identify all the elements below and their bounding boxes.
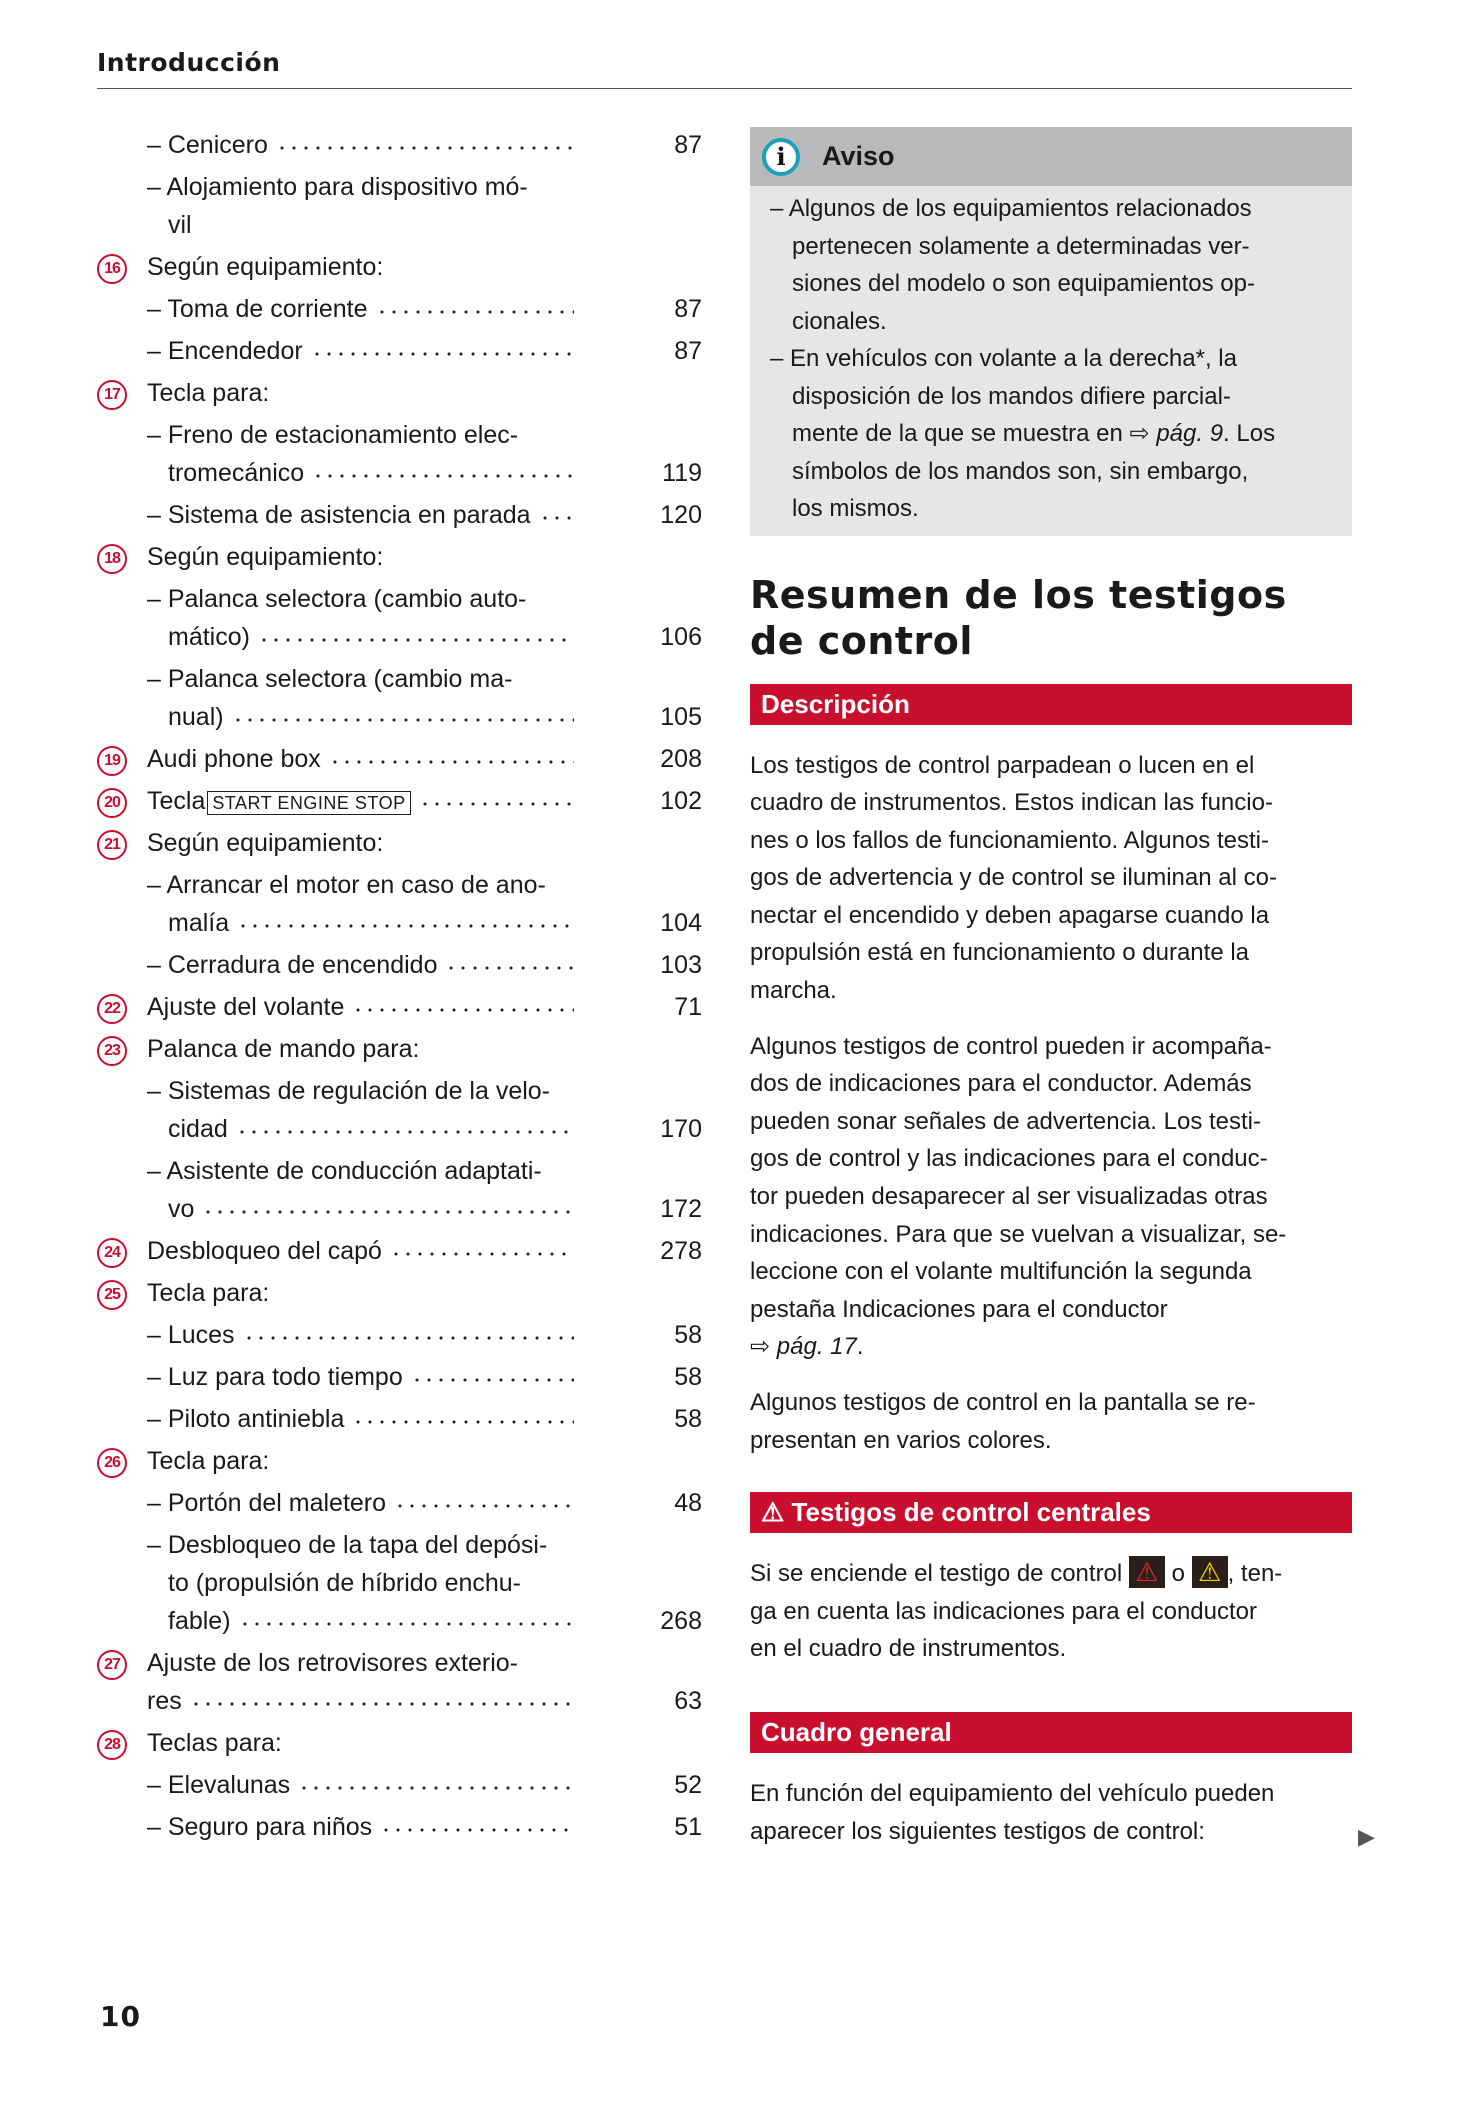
index-entry — [97, 1644, 702, 1720]
descripcion-text — [750, 747, 1352, 1460]
index-label: – Cerradura de encendido — [147, 951, 438, 979]
centrales-heading — [750, 1492, 1352, 1533]
text-line — [750, 1065, 1352, 1103]
index-line — [97, 1316, 702, 1354]
index-label: Teclas para: — [147, 1729, 282, 1757]
index-line — [97, 332, 702, 370]
page-reference: 172 — [660, 1195, 702, 1223]
index-label: – Luces — [147, 1321, 235, 1349]
controls-index-list — [97, 122, 702, 1846]
page-reference: 63 — [674, 1687, 702, 1715]
text: tor pueden desaparecer al ser visualizadas otras — [750, 1183, 1268, 1211]
index-label: mático) — [168, 623, 250, 651]
dot-leader — [311, 333, 574, 359]
text: marcha. — [750, 977, 837, 1005]
index-entry — [97, 824, 702, 862]
index-label: – Encendedor — [147, 337, 303, 365]
callout-number-16: 16 — [97, 254, 127, 284]
index-entry — [97, 496, 702, 534]
index-label: – Portón del maletero — [147, 1489, 387, 1517]
index-entry — [97, 1766, 702, 1804]
text-line — [750, 1422, 1352, 1460]
index-line — [97, 1644, 702, 1682]
text: . Los — [1223, 420, 1276, 447]
index-entry — [97, 126, 702, 164]
dot-leader — [380, 1809, 574, 1835]
index-entry — [97, 1072, 702, 1148]
text: propulsión está en funcionamiento o durante la — [750, 939, 1250, 967]
text: los mismos. — [792, 495, 919, 522]
text: dos de indicaciones para el conductor. Además — [750, 1070, 1252, 1098]
index-line — [97, 1808, 702, 1846]
index-label: – Seguro para niños — [147, 1813, 373, 1841]
index-label: – Arrancar el motor en caso de ano- — [147, 871, 546, 899]
index-line — [97, 454, 702, 492]
index-label: malía — [168, 909, 230, 937]
page-reference: 102 — [660, 787, 702, 815]
page-reference: 105 — [660, 703, 702, 731]
callout-number-22: 22 — [97, 994, 127, 1024]
index-label: Tecla para: — [147, 379, 270, 407]
dot-leader — [276, 127, 574, 153]
text: siones del modelo o son equipamientos op- — [792, 270, 1255, 297]
index-entry — [97, 1526, 702, 1640]
index-line — [97, 1602, 702, 1640]
text: o — [1164, 1560, 1192, 1588]
index-label: Ajuste de los retrovisores exterio- — [147, 1649, 518, 1677]
text: disposición de los mandos difiere parcial- — [792, 382, 1231, 410]
text-line — [750, 1103, 1352, 1141]
index-label: – Elevalunas — [147, 1771, 291, 1799]
index-entry — [97, 1274, 702, 1312]
text-line — [750, 1555, 1352, 1593]
index-entry — [97, 1484, 702, 1522]
text: nectar el encendido y deben apagarse cuando la — [750, 901, 1270, 929]
index-label: tromecánico — [168, 459, 305, 487]
dot-leader — [376, 291, 575, 317]
index-line — [97, 1724, 702, 1762]
index-label: – Asistente de conducción adaptati- — [147, 1157, 542, 1185]
index-line — [97, 126, 702, 164]
aviso-bullet — [770, 340, 1332, 528]
cuadro-text — [750, 1775, 1352, 1850]
page-reference: 103 — [660, 951, 702, 979]
index-entry — [97, 1030, 702, 1068]
text-line — [750, 934, 1352, 972]
dot-leader — [352, 989, 574, 1015]
index-line — [97, 290, 702, 328]
index-label: Según equipamiento: — [147, 543, 384, 571]
descripcion-heading: Descripción — [750, 684, 1352, 725]
right-column — [750, 127, 1352, 1850]
text: ga en cuenta las indicaciones para el conductor — [750, 1597, 1257, 1625]
header-rule — [97, 88, 1352, 89]
dot-leader — [239, 1603, 574, 1629]
dot-leader — [419, 783, 574, 809]
warning-red-icon: ⚠ — [1129, 1556, 1165, 1588]
aviso-header — [750, 127, 1352, 186]
index-line — [97, 1190, 702, 1228]
text: pestaña Indicaciones para el conductor — [750, 1295, 1168, 1323]
dot-leader — [352, 1401, 574, 1427]
text: ⇨ — [750, 1333, 777, 1361]
callout-number-25: 25 — [97, 1280, 127, 1310]
text-line — [770, 265, 1332, 303]
aviso-box — [750, 127, 1352, 536]
index-entry — [97, 538, 702, 576]
index-line — [97, 946, 702, 984]
centrales-heading-label: Testigos de control centrales — [791, 1497, 1151, 1528]
index-line — [97, 1682, 702, 1720]
index-entry — [97, 1808, 702, 1846]
index-line — [97, 904, 702, 942]
callout-number-28: 28 — [97, 1730, 127, 1760]
index-label: Audi phone box — [147, 745, 321, 773]
dot-leader — [390, 1233, 574, 1259]
index-line — [97, 866, 702, 904]
page-reference: 58 — [674, 1363, 702, 1391]
page-reference: 106 — [660, 623, 702, 651]
index-label: – Sistemas de regulación de la velo- — [147, 1077, 551, 1105]
text: Los testigos de control parpadean o lucen en el — [750, 751, 1255, 779]
text: gos de advertencia y de control se iluminan al co- — [750, 864, 1277, 892]
text-line — [750, 1775, 1352, 1813]
index-label: – Palanca selectora (cambio ma- — [147, 665, 513, 693]
page-reference: 104 — [660, 909, 702, 937]
text-line — [750, 1630, 1352, 1668]
index-line — [97, 660, 702, 698]
index-line — [97, 168, 702, 206]
index-line — [97, 248, 702, 286]
text: – Algunos de los equipamientos relacionados — [770, 195, 1252, 222]
text-line — [750, 1140, 1352, 1178]
aviso-body — [750, 186, 1352, 528]
index-label: – Alojamiento para dispositivo mó- — [147, 173, 528, 201]
text-line — [770, 490, 1332, 528]
text-line — [750, 859, 1352, 897]
text-line — [750, 1028, 1352, 1066]
index-label: – Freno de estacionamiento elec- — [147, 421, 519, 449]
index-line — [97, 1442, 702, 1480]
index-line — [97, 1484, 702, 1522]
index-entry — [97, 1442, 702, 1480]
dot-leader — [202, 1191, 574, 1217]
text: aparecer los siguientes testigos de control: — [750, 1817, 1205, 1845]
dot-leader — [329, 741, 574, 767]
text-line — [750, 1593, 1352, 1631]
dot-leader — [298, 1767, 574, 1793]
page-reference: 120 — [660, 501, 702, 529]
text-line — [750, 1291, 1352, 1329]
page-reference: 48 — [674, 1489, 702, 1517]
page-link: pág. 17 — [776, 1333, 857, 1361]
index-line — [97, 1232, 702, 1270]
text-line — [770, 378, 1332, 416]
index-entry — [97, 374, 702, 412]
index-line — [97, 1110, 702, 1148]
index-entry — [97, 866, 702, 942]
text-line — [750, 1813, 1352, 1851]
text-line — [770, 190, 1332, 228]
centrales-text — [750, 1555, 1352, 1668]
index-label: fable) — [168, 1607, 231, 1635]
dot-leader — [394, 1485, 574, 1511]
page-reference: 208 — [660, 745, 702, 773]
index-line — [97, 698, 702, 736]
index-line — [97, 1766, 702, 1804]
callout-number-23: 23 — [97, 1036, 127, 1066]
section-title — [750, 572, 1352, 664]
index-line — [97, 1152, 702, 1190]
callout-number-17: 17 — [97, 380, 127, 410]
dot-leader — [445, 947, 574, 973]
index-label: to (propulsión de híbrido enchu- — [168, 1569, 522, 1597]
index-label: nual) — [168, 703, 224, 731]
index-label: Tecla para: — [147, 1447, 270, 1475]
page-reference: 268 — [660, 1607, 702, 1635]
text: presentan en varios colores. — [750, 1426, 1052, 1454]
index-label: – Palanca selectora (cambio auto- — [147, 585, 527, 613]
index-label: Palanca de mando para: — [147, 1035, 420, 1063]
index-line — [97, 1072, 702, 1110]
index-line — [97, 1030, 702, 1068]
aviso-bullet — [770, 190, 1332, 340]
page-reference: 170 — [660, 1115, 702, 1143]
index-entry — [97, 1232, 702, 1270]
index-entry — [97, 1316, 702, 1354]
page-reference: 278 — [660, 1237, 702, 1265]
text: pertenecen solamente a determinadas ver- — [792, 232, 1250, 260]
index-label: – Luz para todo tiempo — [147, 1363, 403, 1391]
index-entry — [97, 988, 702, 1026]
index-entry — [97, 1400, 702, 1438]
text: cionales. — [792, 307, 887, 335]
index-label: – Piloto antiniebla — [147, 1405, 345, 1433]
index-line — [97, 1274, 702, 1312]
section-title-line: de control — [750, 618, 973, 663]
index-line — [97, 1358, 702, 1396]
page-reference: 87 — [674, 295, 702, 323]
text-line — [750, 747, 1352, 785]
text: pueden sonar señales de advertencia. Los testi- — [750, 1107, 1261, 1135]
dot-leader — [190, 1683, 574, 1709]
paragraph — [750, 1384, 1352, 1459]
text: símbolos de los mandos son, sin embargo, — [792, 457, 1249, 485]
index-entry — [97, 290, 702, 328]
index-label: res — [147, 1687, 182, 1715]
index-entry — [97, 946, 702, 984]
index-line — [97, 1564, 702, 1602]
running-header: Introducción — [97, 48, 281, 77]
text: cuadro de instrumentos. Estos indican las funcio- — [750, 789, 1273, 817]
text: Si se enciende el testigo de control — [750, 1560, 1129, 1588]
index-entry — [97, 1358, 702, 1396]
dot-leader — [236, 1111, 574, 1137]
index-line — [97, 740, 702, 778]
dot-leader — [312, 455, 574, 481]
callout-number-19: 19 — [97, 746, 127, 776]
index-label: vo — [168, 1195, 195, 1223]
text-line — [750, 897, 1352, 935]
text: , ten- — [1227, 1560, 1283, 1588]
page-link: pág. 9 — [1156, 420, 1224, 447]
index-label: vil — [168, 211, 192, 239]
text: Algunos testigos de control pueden ir acompaña- — [750, 1032, 1272, 1060]
callout-number-26: 26 — [97, 1448, 127, 1478]
text-line — [750, 1328, 1352, 1366]
index-line — [97, 580, 702, 618]
index-line — [97, 988, 702, 1026]
index-line — [97, 1526, 702, 1564]
callout-number-21: 21 — [97, 830, 127, 860]
index-line — [97, 416, 702, 454]
text: . — [856, 1333, 864, 1361]
page-reference: 58 — [674, 1405, 702, 1433]
page-reference: 58 — [674, 1321, 702, 1349]
page-number: 10 — [100, 2000, 141, 2033]
callout-number-24: 24 — [97, 1238, 127, 1268]
callout-number-18: 18 — [97, 544, 127, 574]
index-entry — [97, 580, 702, 656]
text-line — [750, 822, 1352, 860]
page-reference: 71 — [674, 993, 702, 1021]
index-label: Tecla — [147, 787, 206, 815]
callout-number-27: 27 — [97, 1650, 127, 1680]
text-line — [750, 1216, 1352, 1254]
text-line — [750, 1384, 1352, 1422]
index-label: Tecla para: — [147, 1279, 270, 1307]
aviso-title: Aviso — [822, 141, 895, 171]
index-entry — [97, 782, 702, 820]
dot-leader — [411, 1359, 574, 1385]
index-line — [97, 206, 702, 244]
index-entry — [97, 332, 702, 370]
index-label: Desbloqueo del capó — [147, 1237, 382, 1265]
dot-leader — [539, 497, 574, 523]
continue-arrow-icon: ▶ — [1358, 1824, 1375, 1849]
index-label: – Cenicero — [147, 131, 268, 159]
dot-leader — [243, 1317, 574, 1343]
index-line — [97, 374, 702, 412]
index-label: Según equipamiento: — [147, 829, 384, 857]
text: leccione con el volante multifunción la segunda — [750, 1258, 1252, 1286]
dot-leader — [232, 699, 574, 725]
section-title-line: Resumen de los testigos — [750, 572, 1287, 617]
page-reference: 51 — [674, 1813, 702, 1841]
page-reference: 87 — [674, 131, 702, 159]
warning-triangle-icon: ⚠ — [761, 1497, 792, 1528]
dot-leader — [237, 905, 574, 931]
index-entry — [97, 660, 702, 736]
page-reference: 52 — [674, 1771, 702, 1799]
text-line — [750, 972, 1352, 1010]
dot-leader — [258, 619, 574, 645]
text-line — [770, 453, 1332, 491]
index-entry — [97, 168, 702, 244]
index-label: Según equipamiento: — [147, 253, 384, 281]
index-line — [97, 782, 702, 820]
index-line — [97, 1400, 702, 1438]
text: gos de control y las indicaciones para el conduc- — [750, 1145, 1268, 1173]
text-line — [770, 228, 1332, 266]
warning-yellow-icon: ⚠ — [1192, 1556, 1228, 1588]
index-label: Ajuste del volante — [147, 993, 345, 1021]
page-reference: 87 — [674, 337, 702, 365]
text-line — [770, 303, 1332, 341]
info-icon: i — [762, 138, 800, 176]
text-line — [750, 1178, 1352, 1216]
index-line — [97, 618, 702, 656]
index-line — [97, 496, 702, 534]
cuadro-heading: Cuadro general — [750, 1712, 1352, 1753]
index-line — [97, 824, 702, 862]
index-label: cidad — [168, 1115, 228, 1143]
text-line — [770, 415, 1332, 453]
text: en el cuadro de instrumentos. — [750, 1635, 1067, 1663]
page-reference: 119 — [662, 459, 702, 487]
index-entry — [97, 416, 702, 492]
index-entry — [97, 740, 702, 778]
text: nes o los fallos de funcionamiento. Algunos testi- — [750, 826, 1269, 854]
text: indicaciones. Para que se vuelvan a visualizar, se- — [750, 1220, 1287, 1248]
paragraph — [750, 747, 1352, 1010]
text: – En vehículos con volante a la derecha*, la — [770, 345, 1237, 372]
text-line — [770, 340, 1332, 378]
index-line — [97, 538, 702, 576]
text: mente de la que se muestra en ⇨ — [792, 420, 1157, 447]
index-label: – Desbloqueo de la tapa del depósi- — [147, 1531, 548, 1559]
index-entry — [97, 1152, 702, 1228]
callout-number-20: 20 — [97, 788, 127, 818]
text-line — [750, 784, 1352, 822]
index-entry — [97, 248, 702, 286]
index-entry — [97, 1724, 702, 1762]
text: En función del equipamiento del vehículo pueden — [750, 1779, 1275, 1807]
index-label: – Sistema de asistencia en parada — [147, 501, 531, 529]
text: Algunos testigos de control en la pantalla se re- — [750, 1389, 1256, 1416]
start-engine-stop-key: START ENGINE STOP — [207, 791, 410, 815]
text-line — [750, 1253, 1352, 1291]
index-label: – Toma de corriente — [147, 295, 368, 323]
paragraph — [750, 1028, 1352, 1366]
